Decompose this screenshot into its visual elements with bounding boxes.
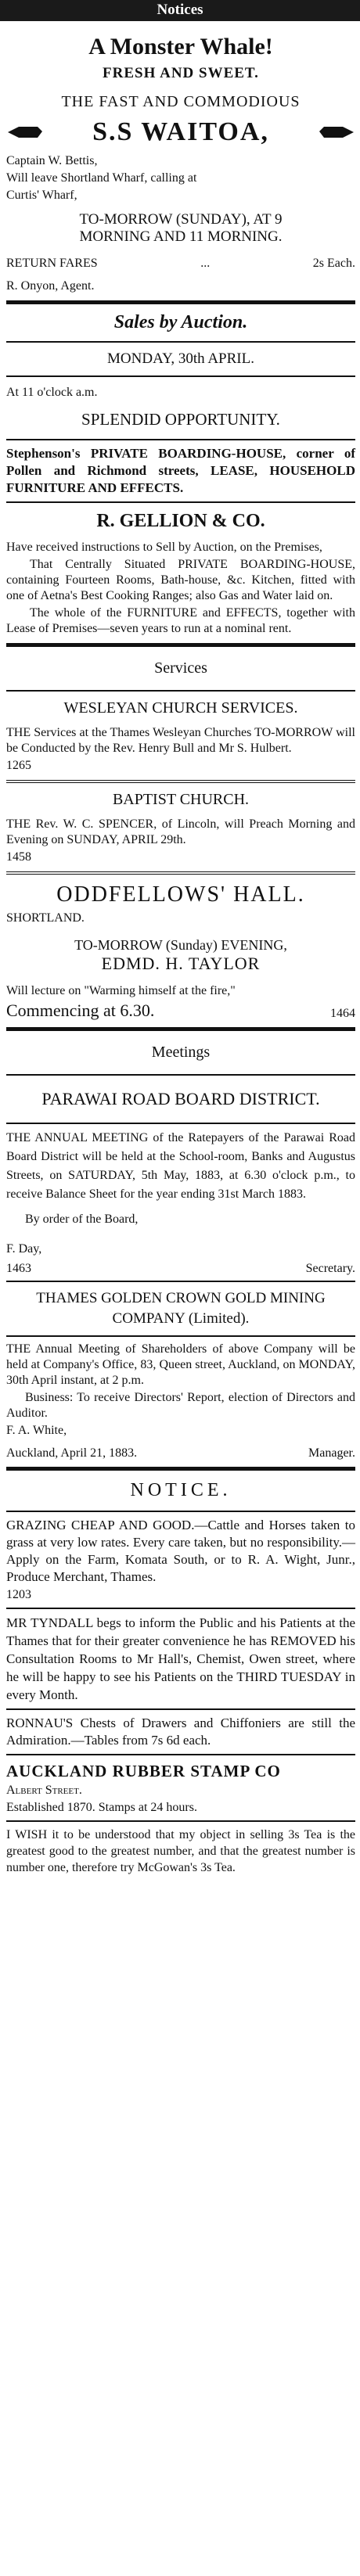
golden-crown-business: Business: To receive Directors' Report, election of Directors and Auditor. xyxy=(6,1391,355,1420)
divider xyxy=(6,690,355,692)
ship-line xyxy=(6,117,355,147)
rubber-stamp-street: Albert Street. xyxy=(6,1784,82,1797)
auction-date: MONDAY, 30th APRIL. xyxy=(107,350,254,367)
divider xyxy=(6,1820,355,1822)
wesleyan-text: THE Services at the Thames Wesleyan Churches TO-MORROW will be Conducted by the Rev. Henry Bull and Mr S. Hulbert. xyxy=(6,726,355,755)
divider xyxy=(6,1467,355,1471)
divider xyxy=(6,871,355,875)
golden-crown-title: THAMES GOLDEN CROWN GOLD MINING COMPANY (Limited). xyxy=(36,1290,326,1327)
golden-crown-role: Manager. xyxy=(308,1446,355,1460)
whale-line-3: TO-MORROW (SUNDAY), AT 9 xyxy=(79,211,283,228)
notice-section xyxy=(6,1480,355,1876)
oddfellows-title: ODDFELLOWS' HALL. xyxy=(56,882,305,907)
divider xyxy=(6,780,355,783)
wesleyan-title: WESLEYAN CHURCH SERVICES. xyxy=(63,699,298,717)
whale-notice xyxy=(6,34,355,294)
parawai-name: F. Day, xyxy=(6,1242,42,1256)
auction-firm: R. GELLION & CO. xyxy=(96,511,265,531)
auction-paragraph-2: That Centrally Situated PRIVATE BOARDING-HOUSE, containing Fourteen Rooms, Bath-house, &c. Kitchen, fitted with one of Aetna's Best Cooking Ranges; also Gas and Water laid on. xyxy=(6,558,355,602)
divider xyxy=(6,439,355,440)
divider xyxy=(6,643,355,647)
parawai-text: THE ANNUAL MEETING of the Ratepayers of the Parawai Road Board District will be held at the School-room, Banks and Augustus Streets, on SATURDAY, 5th May, 1883, at 6.30 o'clock p.m., to receive Balance Sheet for the year ending 31st March 1883. xyxy=(6,1131,355,1201)
parawai-number: 1463 xyxy=(6,1262,31,1275)
auction-title: SPLENDID OPPORTUNITY. xyxy=(81,410,280,429)
auction-notice xyxy=(6,312,355,637)
golden-crown-text: THE Annual Meeting of Shareholders of above Company will be held at Company's Office, 83, Queen street, Auckland, on MONDAY, 30th April instant, at 2 p.m. xyxy=(6,1342,355,1387)
divider xyxy=(6,1511,355,1512)
golden-crown-place: Auckland, April 21, 1883. xyxy=(6,1446,138,1460)
divider xyxy=(6,1335,355,1337)
auction-paragraph-1: Have received instructions to Sell by Auction, on the Premises, xyxy=(6,541,322,554)
divider xyxy=(6,375,355,377)
auction-description: Stephenson's PRIVATE BOARDING-HOUSE, corner of Pollen and Richmond streets, LEASE, HOUSEHOLD FURNITURE AND EFFECTS. xyxy=(6,446,355,495)
parawai-role: Secretary. xyxy=(305,1262,355,1275)
oddfellows-commencing: Commencing at 6.30. xyxy=(6,1001,155,1020)
grazing-text: GRAZING CHEAP AND GOOD.—Cattle and Horses taken to grass at very low rates. Every care taken, but no responsibility.—Apply on the Farm, Komata South, or to R. A. Wight, Junr., Produce Merchant, Thames. xyxy=(6,1518,355,1584)
parawai-title: PARAWAI ROAD BOARD DISTRICT. xyxy=(41,1089,320,1108)
divider xyxy=(6,341,355,343)
tyndall-text: MR TYNDALL begs to inform the Public and his Patients at the Thames that for their greater convenience he has REMOVED his Consultation Rooms to Mr Hall's, Chemist, Owen street, where he will be happy to see his Patients on the THIRD TUESDAY in every Month. xyxy=(6,1615,355,1702)
divider xyxy=(6,1608,355,1609)
services-section xyxy=(6,653,355,1021)
oddfellows-line-2: EDMD. H. TAYLOR xyxy=(101,954,261,973)
wesleyan-number: 1265 xyxy=(6,759,31,772)
divider xyxy=(6,1123,355,1124)
divider xyxy=(6,1754,355,1755)
tea-text: I WISH it to be understood that my object in selling 3s Tea is the greatest good to the greatest number, and that the greatest number is number one, therefore try McGowan's 3s Tea. xyxy=(6,1828,355,1874)
baptist-number: 1458 xyxy=(6,850,31,864)
pointing-hand-left-icon xyxy=(6,124,44,141)
whale-lead: THE FAST AND COMMODIOUS xyxy=(61,93,301,110)
baptist-title: BAPTIST CHURCH. xyxy=(112,791,250,808)
auction-time: At 11 o'clock a.m. xyxy=(6,386,98,399)
oddfellows-number: 1464 xyxy=(330,1007,355,1020)
rubber-stamp-title: AUCKLAND RUBBER STAMP CO xyxy=(6,1762,281,1780)
notice-title: NOTICE. xyxy=(130,1480,232,1500)
meetings-section xyxy=(6,1037,355,1460)
ronnau-text: RONNAU'S Chests of Drawers and Chiffoniers are still the Admiration.—Tables from 7s 6d each. xyxy=(6,1716,355,1748)
divider xyxy=(6,1708,355,1710)
grazing-number: 1203 xyxy=(6,1588,31,1601)
baptist-text: THE Rev. W. C. SPENCER, of Lincoln, will Preach Morning and Evening on SUNDAY, APRIL 29th. xyxy=(6,817,355,846)
whale-line-2: Curtis' Wharf, xyxy=(6,189,77,202)
divider xyxy=(6,501,355,503)
whale-line-4: MORNING AND 11 MORNING. xyxy=(79,228,283,245)
whale-line-1: Will leave Shortland Wharf, calling at xyxy=(6,171,197,185)
agent: R. Onyon, Agent. xyxy=(6,279,95,293)
divider xyxy=(6,1281,355,1282)
oddfellows-text: Will lecture on "Warming himself at the fire," xyxy=(6,984,236,997)
captain: Captain W. Bettis, xyxy=(6,154,98,167)
whale-subtitle: FRESH AND SWEET. xyxy=(103,65,259,81)
ship-name: S.S WAITOA, xyxy=(92,117,269,146)
divider xyxy=(6,1074,355,1076)
fares-label: RETURN FARES xyxy=(6,257,98,270)
whale-title: A Monster Whale! xyxy=(88,34,273,59)
meetings-header: Meetings xyxy=(151,1044,211,1061)
rubber-stamp-established: Established 1870. Stamps at 24 hours. xyxy=(6,1801,197,1814)
auction-paragraph-3: The whole of the FURNITURE and EFFECTS, together with Lease of Premises—seven years to run at a nominal rent. xyxy=(6,606,355,635)
oddfellows-line-1: TO-MORROW (Sunday) EVENING, xyxy=(74,937,287,953)
divider xyxy=(6,300,355,304)
fares-value: 2s Each. xyxy=(312,257,355,270)
divider xyxy=(6,1027,355,1031)
oddfellows-subtitle: SHORTLAND. xyxy=(6,911,85,925)
services-header: Services xyxy=(154,659,207,677)
parawai-order: By order of the Board, xyxy=(25,1213,139,1226)
auction-header: Sales by Auction. xyxy=(113,312,248,332)
fares-dots: ... xyxy=(200,257,211,270)
golden-crown-name: F. A. White, xyxy=(6,1424,67,1437)
notices-header: Notices xyxy=(0,0,360,21)
pointing-hand-right-icon xyxy=(318,124,355,141)
